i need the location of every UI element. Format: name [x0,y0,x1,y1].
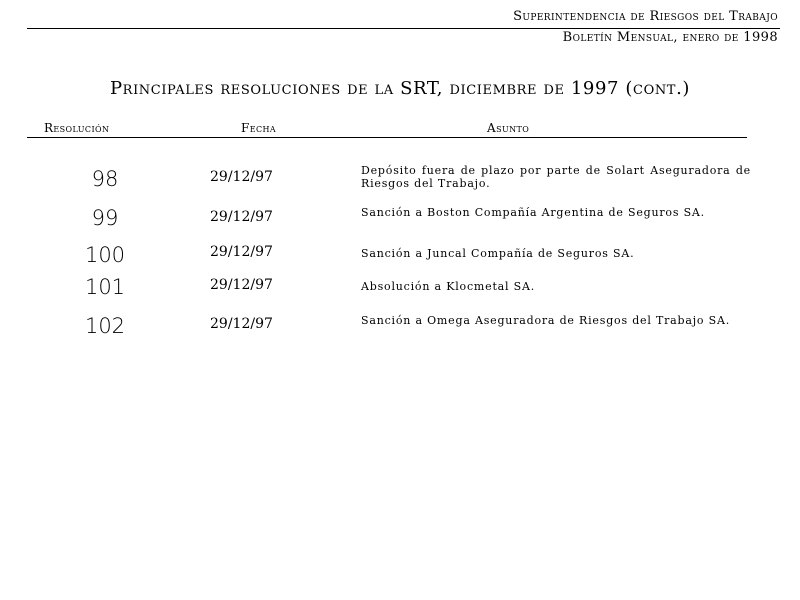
resolution-subject: Sanción a Juncal Compañía de Seguros SA. [361,247,635,260]
header-rule [27,28,780,29]
resolution-date: 29/12/97 [210,169,273,185]
table-header-rule [27,137,747,138]
resolution-number: 98 [91,167,119,191]
column-header-asunto: Asunto [487,121,530,135]
publisher-name: Superintendencia de Riesgos del Trabajo [513,9,778,24]
resolution-number: 101 [84,275,126,299]
page-title: Principales resoluciones de la SRT, diciembre de 1997 (cont.) [109,78,691,99]
resolution-date: 29/12/97 [210,277,273,293]
resolution-number: 102 [84,314,126,338]
bulletin-subtitle: Boletín Mensual, enero de 1998 [562,30,778,45]
resolution-number: 100 [84,243,126,267]
column-header-fecha: Fecha [241,121,277,135]
resolution-date: 29/12/97 [210,244,273,260]
resolution-subject: Absolución a Klocmetal SA. [361,280,536,293]
resolution-date: 29/12/97 [210,316,273,332]
resolution-subject: Depósito fuera de plazo por parte de Solart Aseguradora de Riesgos del Trabajo. [361,164,751,190]
resolution-subject: Sanción a Omega Aseguradora de Riesgos del Trabajo SA. [361,314,731,327]
resolution-number: 99 [91,206,119,230]
column-header-resolucion: Resolución [44,121,110,135]
resolution-subject: Sanción a Boston Compañía Argentina de Seguros SA. [361,206,705,219]
resolution-date: 29/12/97 [210,209,273,225]
